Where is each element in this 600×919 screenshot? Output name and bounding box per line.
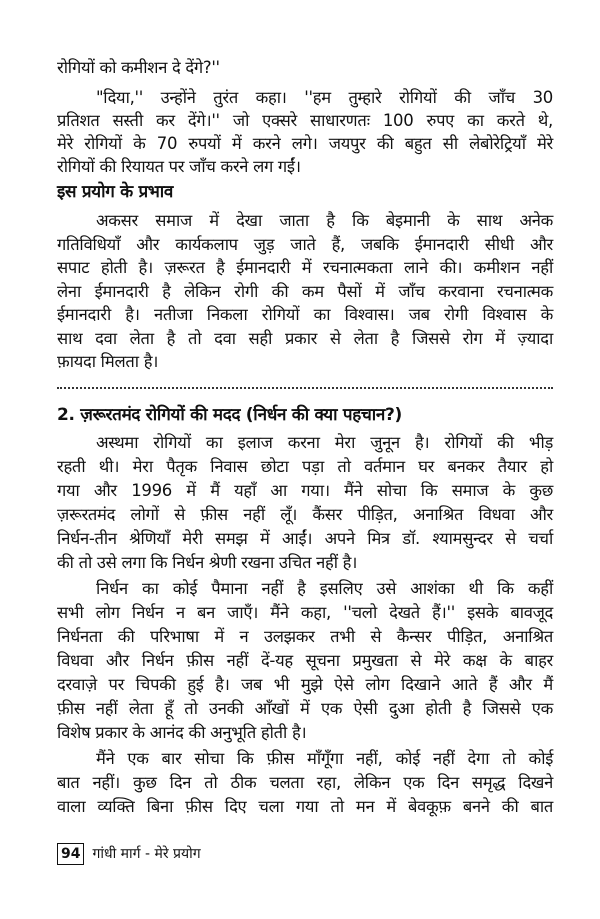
text-line: सभी लोग निर्धन न बन जाएँ। मैंने कहा, ''चलो देखते हैं।'' इसके बावजूद — [57, 603, 553, 622]
text-line: दरवाज़े पर चिपकी हुई है। जब भी मुझे ऐसे लोग दिखाने आते हैं और मैं — [57, 675, 553, 694]
text-line: सपाट होती है। ज़रूरत है ईमानदारी में रचनात्मकता लाने की। कमीशन नहीं — [57, 258, 553, 277]
text-line: ईमानदारी है। नतीजा निकला रोगियों का विश्वास। जब रोगी विश्वास के — [57, 305, 553, 324]
text-line: फ़ीस नहीं लेता हूँ तो उनकी आँखों में एक ऐसी दुआ होती है जिससे एक — [57, 699, 553, 718]
text-line: रोगियों की रियायत पर जाँच करने लग गईं। — [57, 157, 301, 176]
page-footer — [57, 843, 201, 865]
text-line: साथ दवा लेता है तो दवा सही प्रकार से लेता है जिससे रोग में ज़्यादा — [57, 329, 553, 348]
text-line: विशेष प्रकार के आनंद की अनुभूति होती है। — [57, 723, 307, 742]
text-line: की तो उसे लगा कि निर्धन श्रेणी रखना उचित नहीं है। — [57, 553, 358, 572]
book-title: गांधी मार्ग - मेरे प्रयोग — [92, 846, 201, 862]
text-line: अस्थमा रोगियों का इलाज करना मेरा जुनून है। रोगियों की भीड़ — [96, 433, 553, 452]
section-heading: 2. ज़रूरतमंद रोगियों की मदद (निर्धन की क्या पहचान?) — [57, 405, 403, 425]
page-number: 94 — [57, 843, 84, 865]
text-line: फ़ायदा मिलता है। — [57, 352, 159, 371]
text-line: मेरे रोगियों के 70 रुपयों में करने लगे। जयपुर की बहुत सी लेबोरेट्रियाँ मेरे — [57, 134, 553, 153]
text-line: विधवा और निर्धन फ़ीस नहीं दें-यह सूचना प्रमुखता से मेरे कक्ष के बाहर — [57, 651, 553, 670]
text-line: ज़रूरतमंद लोगों से फ़ीस नहीं लूँ। कैंसर पीड़ित, अनाश्रित विधवा और — [57, 505, 553, 524]
text-line: रहती थी। मेरा पैतृक निवास छोटा पड़ा तो वर्तमान घर बनकर तैयार हो — [57, 457, 553, 476]
text-line: लेना ईमानदारी है लेकिन रोगी की कम पैसों में जाँच करवाना रचनात्मक — [57, 282, 553, 301]
text-line: निर्धन का कोई पैमाना नहीं है इसलिए उसे आशंका थी कि कहीं — [96, 579, 553, 598]
text-line: मैंने एक बार सोचा कि फ़ीस माँगूँगा नहीं, कोई नहीं देगा तो कोई — [96, 749, 553, 768]
section-heading: इस प्रयोग के प्रभाव — [57, 182, 174, 202]
text-line: प्रतिशत सस्ती कर देंगे।'' जो एक्सरे साधारणतः 100 रुपए का करते थे, — [57, 111, 553, 130]
text-line: "दिया,'' उन्होंने तुरंत कहा। ''हम तुम्हारे रोगियों की जाँच 30 — [96, 88, 553, 107]
text-line: निर्धन-तीन श्रेणियाँ मेरी समझ में आईं। अपने मित्र डॉ. श्यामसुन्दर से चर्चा — [57, 529, 553, 548]
text-line: बात नहीं। कुछ दिन तो ठीक चलता रहा, लेकिन एक दिन समृद्ध दिखने — [57, 773, 553, 792]
text-line: गया और 1996 में मैं यहाँ आ गया। मैंने सोचा कि समाज के कुछ — [57, 481, 553, 500]
text-line: गतिविधियाँ और कार्यकलाप जुड़ जाते हैं, जबकि ईमानदारी सीधी और — [57, 235, 553, 254]
text-line: वाला व्यक्ति बिना फ़ीस दिए चला गया तो मन में बेवकूफ़ बनने की बात — [57, 797, 553, 816]
text-line: रोगियों को कमीशन दे देंगे?'' — [57, 58, 220, 77]
dotted-separator — [57, 387, 553, 389]
text-line: निर्धनता की परिभाषा में न उलझकर तभी से कैन्सर पीड़ित, अनाश्रित — [57, 627, 553, 646]
text-line: अकसर समाज में देखा जाता है कि बेइमानी के साथ अनेक — [96, 211, 553, 230]
